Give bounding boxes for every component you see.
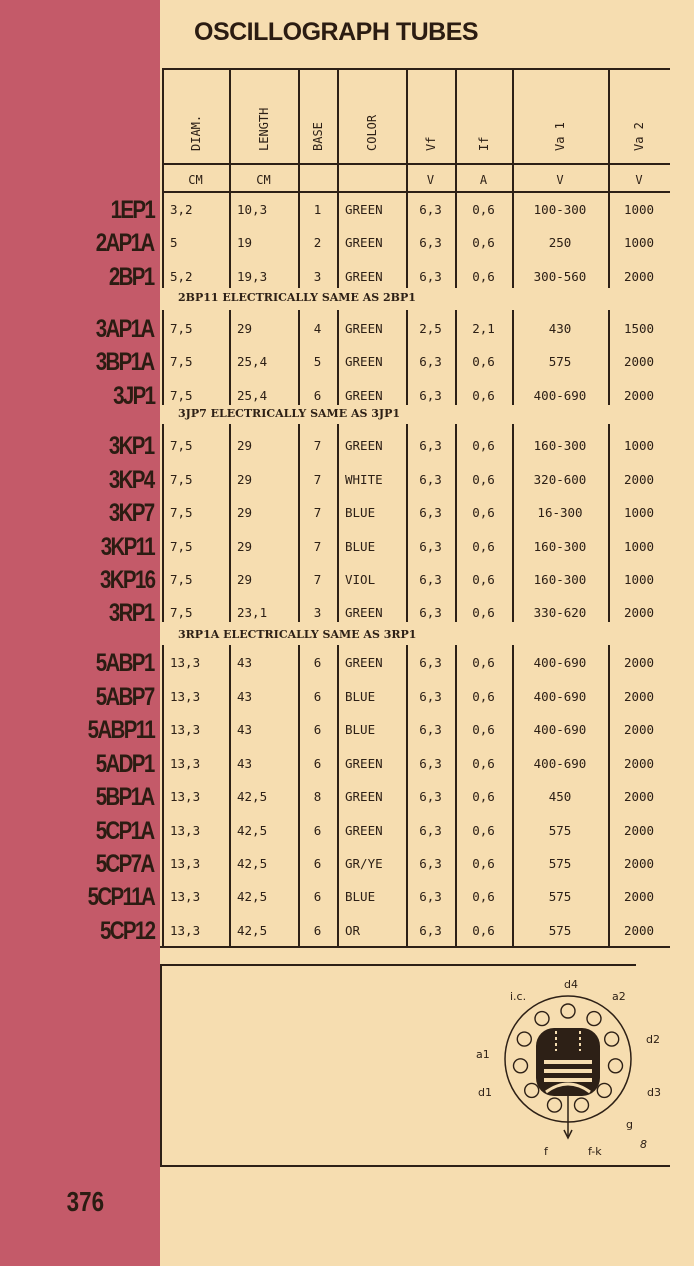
cell-va1: 160-300	[533, 438, 587, 453]
base-diagram	[470, 976, 670, 1161]
cell-diam: 13,3	[170, 655, 201, 670]
diagram-box-left	[160, 964, 162, 1167]
cell-va1: 400-690	[533, 722, 587, 737]
cell-vf: 6,3	[419, 235, 442, 250]
cell-vf: 6,3	[419, 856, 442, 871]
column-rule	[229, 193, 231, 288]
cell-diam: 13,3	[170, 923, 201, 938]
cell-va1: 575	[548, 823, 572, 838]
cell-base: 4	[313, 321, 322, 336]
cell-va2: 2000	[623, 722, 655, 737]
tube-type: 5ABP7	[96, 683, 154, 711]
cell-diam: 7,5	[170, 539, 193, 554]
cell-if: 0,6	[472, 354, 495, 369]
base-pin	[535, 1012, 549, 1026]
column-rule	[455, 645, 457, 946]
cell-diam: 7,5	[170, 388, 193, 403]
cell-length: 43	[237, 756, 253, 771]
column-rule	[337, 193, 339, 288]
cell-color: GREEN	[345, 321, 383, 336]
cell-length: 25,4	[237, 388, 268, 403]
cell-vf: 6,3	[419, 756, 442, 771]
cell-color: BLUE	[345, 689, 376, 704]
base-pin	[575, 1098, 589, 1112]
tube-type: 3RP1	[109, 599, 154, 627]
cell-base: 3	[313, 605, 322, 620]
cell-if: 0,6	[472, 889, 495, 904]
column-rule	[455, 424, 457, 622]
cell-diam: 13,3	[170, 889, 201, 904]
cell-color: GREEN	[345, 823, 383, 838]
cell-diam: 7,5	[170, 605, 193, 620]
base-pin	[597, 1083, 611, 1097]
column-header-label: If	[476, 136, 491, 151]
cell-diam: 7,5	[170, 438, 193, 453]
cell-length: 29	[237, 505, 253, 520]
cell-va2: 2000	[623, 472, 655, 487]
base-pin	[525, 1083, 539, 1097]
column-rule	[608, 424, 610, 622]
cell-length: 29	[237, 472, 253, 487]
base-pin	[561, 1004, 575, 1018]
cell-vf: 6,3	[419, 722, 442, 737]
cell-va2: 2000	[623, 689, 655, 704]
cell-va2: 2000	[623, 856, 655, 871]
cell-base: 3	[313, 269, 322, 284]
cell-if: 0,6	[472, 235, 495, 250]
column-rule	[406, 68, 408, 192]
cell-if: 0,6	[472, 438, 495, 453]
cell-if: 0,6	[472, 823, 495, 838]
column-unit-vf: V	[426, 173, 435, 187]
cell-base: 6	[313, 655, 322, 670]
column-header-va2	[608, 72, 670, 162]
cell-va2: 2000	[623, 889, 655, 904]
cell-vf: 6,3	[419, 889, 442, 904]
cell-vf: 6,3	[419, 505, 442, 520]
cell-color: GREEN	[345, 235, 383, 250]
column-unit-va2: V	[635, 173, 643, 187]
column-header-label: Va 2	[632, 122, 646, 151]
cell-color: BLUE	[345, 539, 376, 554]
cell-length: 29	[237, 438, 253, 453]
cell-length: 42,5	[237, 889, 268, 904]
cell-length: 42,5	[237, 823, 268, 838]
cell-if: 0,6	[472, 605, 495, 620]
cell-vf: 6,3	[419, 438, 442, 453]
electrical-note: 3JP7 ELECTRICALLY SAME AS 3JP1	[178, 407, 401, 420]
pin-label: d4	[564, 978, 578, 991]
cell-vf: 6,3	[419, 472, 442, 487]
pin-label: f-k	[588, 1145, 602, 1158]
cell-if: 0,6	[472, 202, 495, 217]
base-pin	[609, 1059, 623, 1073]
page-title: OSCILLOGRAPH TUBES	[194, 18, 479, 46]
tube-type: 3JP1	[112, 382, 154, 410]
column-rule	[229, 68, 231, 192]
cell-base: 6	[313, 756, 322, 771]
cell-if: 0,6	[472, 472, 495, 487]
base-pin	[587, 1012, 601, 1026]
cell-if: 2,1	[472, 321, 495, 336]
tube-type: 3BP1A	[96, 348, 154, 376]
cell-diam: 7,5	[170, 472, 193, 487]
column-rule	[298, 645, 300, 946]
pin-label: i.c.	[510, 990, 527, 1003]
cell-length: 29	[237, 572, 253, 587]
cell-diam: 13,3	[170, 756, 201, 771]
cell-length: 43	[237, 655, 253, 670]
pin-label: a1	[476, 1048, 490, 1061]
cell-color: GREEN	[345, 789, 383, 804]
column-header-length	[229, 72, 298, 162]
cell-length: 42,5	[237, 856, 268, 871]
column-rule	[162, 68, 164, 192]
cell-vf: 6,3	[419, 202, 442, 217]
column-unit-color	[337, 170, 406, 190]
cell-va2: 2000	[623, 388, 655, 403]
cell-base: 8	[313, 789, 322, 804]
cell-length: 43	[237, 722, 253, 737]
cell-base: 6	[313, 823, 322, 838]
cell-color: WHITE	[345, 472, 383, 487]
column-rule	[455, 310, 457, 405]
tube-type: 5ABP11	[87, 716, 154, 744]
cell-if: 0,6	[472, 722, 495, 737]
cell-diam: 13,3	[170, 689, 201, 704]
cell-va1: 250	[548, 235, 572, 250]
column-header-va1	[512, 72, 608, 162]
cell-va2: 2000	[623, 605, 655, 620]
column-rule	[337, 424, 339, 622]
cell-va2: 2000	[623, 789, 655, 804]
column-unit-length: CM	[256, 173, 271, 187]
cell-vf: 6,3	[419, 539, 442, 554]
cell-va2: 1000	[623, 539, 655, 554]
column-header-color	[337, 72, 406, 162]
cell-base: 6	[313, 388, 322, 403]
cell-vf: 6,3	[419, 388, 442, 403]
cell-if: 0,6	[472, 923, 495, 938]
column-header-label: BASE	[310, 122, 325, 151]
column-rule	[162, 424, 164, 622]
cell-length: 19,3	[237, 269, 268, 284]
column-rule	[162, 193, 164, 288]
cell-va1: 300-560	[533, 269, 587, 284]
cell-base: 5	[313, 354, 322, 369]
column-unit-base	[298, 170, 337, 190]
column-rule	[337, 310, 339, 405]
cell-if: 0,6	[472, 572, 495, 587]
cell-color: GREEN	[345, 756, 383, 771]
tube-type: 2BP1	[109, 263, 154, 291]
base-pin	[605, 1032, 619, 1046]
cell-color: VIOL	[345, 572, 376, 587]
column-rule	[608, 310, 610, 405]
column-header-if	[455, 72, 512, 162]
unit-rule	[162, 191, 670, 193]
column-header-label: LENGTH	[256, 107, 271, 151]
sidebar-band	[0, 0, 160, 1266]
column-unit-va1: V	[556, 173, 564, 187]
cell-base: 6	[313, 889, 322, 904]
cell-vf: 6,3	[419, 823, 442, 838]
cell-diam: 13,3	[170, 789, 201, 804]
column-rule	[512, 645, 514, 946]
cell-va2: 1000	[623, 235, 655, 250]
cell-color: GREEN	[345, 354, 383, 369]
pin-label: d3	[647, 1086, 661, 1099]
cell-base: 7	[313, 505, 322, 520]
diagram-box-bottom	[160, 1165, 670, 1167]
column-rule	[608, 68, 610, 192]
electrical-note: 2BP11 ELECTRICALLY SAME AS 2BP1	[178, 291, 416, 304]
tube-type: 5CP12	[99, 917, 154, 945]
cell-base: 1	[313, 202, 322, 217]
cell-if: 0,6	[472, 655, 495, 670]
tube-type: 3KP1	[109, 432, 154, 460]
cell-va1: 575	[548, 923, 572, 938]
cell-va2: 1000	[623, 505, 655, 520]
cell-length: 29	[237, 539, 253, 554]
cell-vf: 6,3	[419, 923, 442, 938]
column-rule	[162, 310, 164, 405]
cell-base: 6	[313, 923, 322, 938]
cell-va1: 400-690	[533, 655, 587, 670]
cell-va1: 330-620	[533, 605, 587, 620]
base-number: 8	[640, 1138, 647, 1151]
tube-type: 5CP7A	[96, 850, 154, 878]
cell-va1: 320-600	[533, 472, 587, 487]
column-rule	[455, 68, 457, 192]
cell-vf: 6,3	[419, 572, 442, 587]
cell-if: 0,6	[472, 505, 495, 520]
table-bottom-rule	[160, 946, 670, 948]
cell-color: GR/YE	[345, 856, 383, 871]
cell-vf: 6,3	[419, 605, 442, 620]
cell-length: 29	[237, 321, 253, 336]
tube-type: 3KP16	[99, 566, 154, 594]
column-rule	[229, 645, 231, 946]
cell-color: GREEN	[345, 655, 383, 670]
column-rule	[298, 68, 300, 192]
cell-if: 0,6	[472, 756, 495, 771]
column-rule	[406, 310, 408, 405]
cell-length: 23,1	[237, 605, 268, 620]
cell-vf: 6,3	[419, 354, 442, 369]
cell-diam: 7,5	[170, 354, 193, 369]
column-rule	[455, 193, 457, 288]
column-rule	[406, 424, 408, 622]
cell-base: 6	[313, 722, 322, 737]
cell-va1: 160-300	[533, 572, 587, 587]
column-rule	[298, 193, 300, 288]
column-header-label: Vf	[423, 136, 438, 151]
cell-length: 42,5	[237, 923, 268, 938]
cell-va2: 1000	[623, 572, 655, 587]
base-pin	[514, 1059, 528, 1073]
cell-va1: 100-300	[533, 202, 587, 217]
column-unit-if: A	[479, 173, 488, 187]
column-rule	[512, 193, 514, 288]
tube-type: 5ABP1	[96, 649, 154, 677]
cell-diam: 5	[170, 235, 178, 250]
cell-base: 2	[313, 235, 322, 250]
cell-length: 43	[237, 689, 253, 704]
tube-type: 3KP4	[109, 466, 154, 494]
tube-type: 5ADP1	[96, 750, 154, 778]
cell-diam: 13,3	[170, 722, 201, 737]
cell-base: 7	[313, 438, 322, 453]
tube-type: 1EP1	[110, 196, 154, 224]
cell-color: GREEN	[345, 605, 383, 620]
cell-diam: 5,2	[170, 269, 193, 284]
tube-type: 5CP11A	[87, 883, 154, 911]
cell-base: 6	[313, 689, 322, 704]
pin-label: g	[626, 1118, 633, 1131]
cell-diam: 3,2	[170, 202, 193, 217]
tube-type: 3AP1A	[96, 315, 154, 343]
base-pin	[548, 1098, 562, 1112]
column-unit-diam: CM	[188, 173, 203, 187]
cell-color: GREEN	[345, 438, 383, 453]
pin-label: a2	[612, 990, 626, 1003]
column-rule	[512, 310, 514, 405]
cell-color: BLUE	[345, 722, 376, 737]
cell-vf: 6,3	[419, 689, 442, 704]
tube-type: 3KP11	[100, 533, 154, 561]
column-header-base	[298, 72, 337, 162]
cell-diam: 13,3	[170, 856, 201, 871]
page-number: 376	[66, 1186, 105, 1217]
diagram-box-top	[160, 964, 636, 966]
cell-if: 0,6	[472, 388, 495, 403]
cell-if: 0,6	[472, 789, 495, 804]
cell-color: GREEN	[345, 202, 383, 217]
cell-base: 6	[313, 856, 322, 871]
column-header-label: DIAM.	[188, 114, 203, 151]
pin-label: f	[544, 1145, 548, 1158]
tube-type: 5BP1A	[96, 783, 154, 811]
cell-vf: 2,5	[419, 321, 442, 336]
cell-if: 0,6	[472, 689, 495, 704]
cell-va2: 2000	[623, 354, 655, 369]
cell-va1: 575	[548, 889, 572, 904]
cell-va2: 2000	[623, 269, 655, 284]
cell-length: 19	[237, 235, 253, 250]
cell-length: 10,3	[237, 202, 268, 217]
cell-color: OR	[345, 923, 361, 938]
cell-va1: 400-690	[533, 388, 587, 403]
column-rule	[162, 645, 164, 946]
cell-color: BLUE	[345, 505, 376, 520]
cell-diam: 7,5	[170, 505, 193, 520]
header-rule	[162, 163, 670, 165]
tube-type: 3KP7	[109, 499, 154, 527]
cell-va1: 430	[548, 321, 572, 336]
cell-length: 25,4	[237, 354, 268, 369]
column-rule	[512, 68, 514, 192]
cell-va2: 1000	[623, 438, 655, 453]
column-header-label: COLOR	[364, 114, 379, 151]
column-header-vf	[406, 72, 455, 162]
column-rule	[608, 193, 610, 288]
column-rule	[512, 424, 514, 622]
cell-va2: 1000	[623, 202, 655, 217]
cell-vf: 6,3	[419, 789, 442, 804]
column-rule	[337, 645, 339, 946]
column-rule	[337, 68, 339, 192]
cell-va1: 575	[548, 354, 572, 369]
cell-vf: 6,3	[419, 269, 442, 284]
cell-base: 7	[313, 539, 322, 554]
cell-diam: 13,3	[170, 823, 201, 838]
tube-type: 2AP1A	[96, 229, 154, 257]
cell-va2: 2000	[623, 756, 655, 771]
column-rule	[229, 424, 231, 622]
cell-va1: 400-690	[533, 689, 587, 704]
cell-va2: 2000	[623, 823, 655, 838]
cell-color: GREEN	[345, 269, 383, 284]
column-rule	[229, 310, 231, 405]
cell-if: 0,6	[472, 269, 495, 284]
cell-va2: 2000	[623, 923, 655, 938]
cell-diam: 7,5	[170, 321, 193, 336]
column-rule	[298, 310, 300, 405]
cell-if: 0,6	[472, 856, 495, 871]
cell-diam: 7,5	[170, 572, 193, 587]
cell-va1: 16-300	[537, 505, 583, 520]
pin-label: d1	[478, 1086, 492, 1099]
column-rule	[608, 645, 610, 946]
cell-va1: 160-300	[533, 539, 587, 554]
cell-va2: 2000	[623, 655, 655, 670]
cell-if: 0,6	[472, 539, 495, 554]
cell-color: GREEN	[345, 388, 383, 403]
cell-vf: 6,3	[419, 655, 442, 670]
electrical-note: 3RP1A ELECTRICALLY SAME AS 3RP1	[178, 628, 417, 641]
table-top-rule	[162, 68, 670, 70]
cell-va1: 575	[548, 856, 572, 871]
cell-va1: 450	[548, 789, 572, 804]
cell-base: 7	[313, 472, 322, 487]
cell-va2: 1500	[623, 321, 655, 336]
base-pin	[517, 1032, 531, 1046]
pin-label: d2	[646, 1033, 660, 1046]
cell-va1: 400-690	[533, 756, 587, 771]
tube-type: 5CP1A	[96, 817, 154, 845]
cell-base: 7	[313, 572, 322, 587]
column-rule	[406, 193, 408, 288]
cell-color: BLUE	[345, 889, 376, 904]
column-rule	[406, 645, 408, 946]
column-header-diam	[162, 72, 229, 162]
column-rule	[298, 424, 300, 622]
cell-length: 42,5	[237, 789, 268, 804]
column-header-label: Va 1	[553, 122, 567, 151]
